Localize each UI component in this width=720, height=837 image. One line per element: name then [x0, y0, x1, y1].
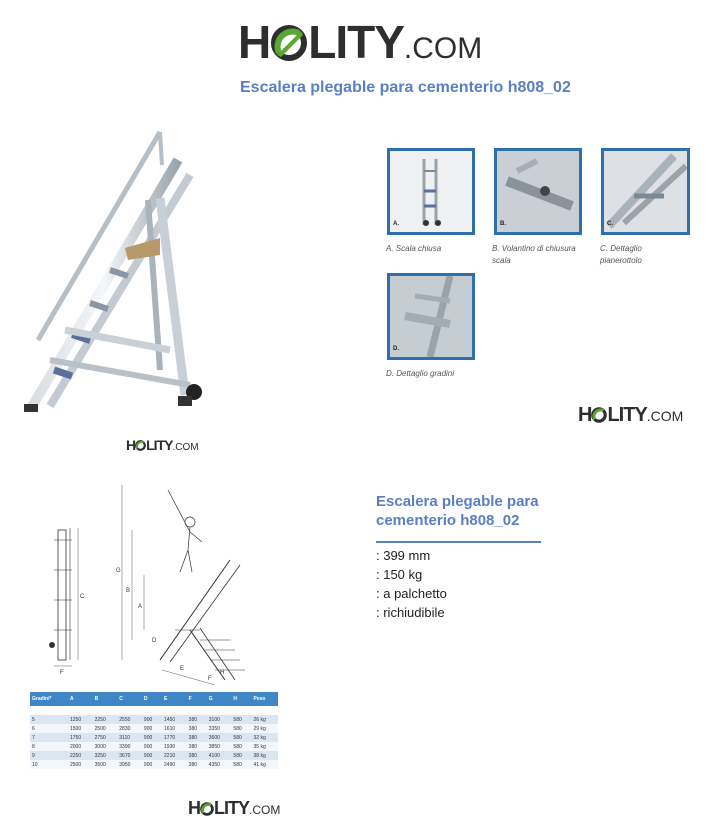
property-type: : a palchetto	[376, 586, 447, 601]
table-cell: 3100	[207, 715, 232, 724]
table-cell: 2500	[68, 760, 93, 769]
table-cell: 380	[187, 715, 207, 724]
table-cell: 380	[187, 733, 207, 742]
table-cell: 3000	[93, 742, 118, 751]
table-row	[30, 760, 278, 769]
thumbnail-a[interactable]	[387, 148, 475, 235]
title-underline	[376, 541, 541, 543]
dim-label-a: A	[138, 604, 143, 610]
property-height: : 399 mm	[376, 548, 431, 563]
table-cell: 580	[231, 751, 251, 760]
table-cell: 900	[142, 751, 162, 760]
table-cell: 3600	[207, 733, 232, 742]
table-cell: 1500	[68, 724, 93, 733]
table-cell: 1450	[162, 715, 187, 724]
logo-o-icon	[591, 406, 607, 422]
header-logo[interactable]	[238, 16, 482, 75]
table-cell: 10	[30, 760, 68, 769]
logo-letters: LITY	[308, 16, 404, 68]
photo-logo: H LITY.COM	[126, 437, 199, 453]
col-header: G	[207, 692, 232, 706]
table-row	[30, 715, 278, 724]
spec-table	[30, 692, 278, 769]
spec-table-wrapper	[30, 692, 278, 769]
table-cell: 3110	[117, 733, 142, 742]
table-cell: 35 kg	[252, 742, 278, 751]
col-header: E	[162, 692, 187, 706]
logo-o-icon	[200, 800, 214, 814]
thumbnail-b[interactable]	[494, 148, 582, 235]
col-header: A	[68, 692, 93, 706]
thumbnail-c-letter: C.	[607, 221, 613, 227]
table-cell: 900	[142, 733, 162, 742]
table-cell: 2250	[68, 751, 93, 760]
table-row	[30, 751, 278, 760]
property-load: : 150 kg	[376, 567, 423, 582]
table-cell: 580	[231, 760, 251, 769]
table-cell: 26 kg	[252, 715, 278, 724]
table-cell: 41 kg	[252, 760, 278, 769]
product-title: Escalera plegable para cementerio h808_02	[376, 493, 539, 529]
col-header: B	[93, 692, 118, 706]
table-cell: 580	[231, 742, 251, 751]
table-cell: 3250	[93, 751, 118, 760]
table-cell: 900	[142, 724, 162, 733]
dim-label-f-left: F	[60, 670, 64, 676]
dim-label-f: F	[208, 676, 212, 682]
thumbnail-d-caption: D. Dettaglio gradini	[386, 369, 455, 378]
table-cell: 3670	[117, 751, 142, 760]
table-cell: 580	[231, 733, 251, 742]
table-cell: 4350	[207, 760, 232, 769]
table-row	[30, 733, 278, 742]
table-cell: 2830	[117, 724, 142, 733]
table-cell: 3350	[207, 724, 232, 733]
technical-drawing	[40, 480, 280, 685]
table-cell: 9	[30, 751, 68, 760]
table-cell: 2550	[117, 715, 142, 724]
col-header: F	[187, 692, 207, 706]
table-cell: 38 kg	[252, 751, 278, 760]
table-cell: 2750	[93, 733, 118, 742]
col-header: Peso	[252, 692, 278, 706]
table-row	[30, 724, 278, 733]
table-cell: 580	[231, 724, 251, 733]
thumbnail-b-caption: B. Volantino di chiusura scala	[492, 244, 576, 265]
table-cell: 29 kg	[252, 724, 278, 733]
table-cell: 380	[187, 751, 207, 760]
thumbnail-c-caption: C. Dettaglio pianerottolo	[600, 244, 642, 265]
table-cell: 900	[142, 715, 162, 724]
thumbnail-b-letter: B.	[500, 221, 506, 227]
table-cell: 8	[30, 742, 68, 751]
spec-table-header	[30, 692, 278, 706]
table-cell: 1770	[162, 733, 187, 742]
logo-o-icon	[271, 19, 307, 55]
thumbnail-d[interactable]	[387, 273, 475, 360]
ladder-photo	[10, 120, 240, 420]
table-cell: 900	[142, 742, 162, 751]
dim-label-d: D	[152, 638, 157, 644]
table-cell: 4100	[207, 751, 232, 760]
table-cell: 1610	[162, 724, 187, 733]
thumbnail-d-letter: D.	[393, 346, 399, 352]
table-cell: 3500	[93, 760, 118, 769]
table-cell: 3850	[207, 742, 232, 751]
property-list	[376, 546, 447, 622]
table-cell: 7	[30, 733, 68, 742]
table-cell: 1750	[68, 733, 93, 742]
table-row	[30, 742, 278, 751]
table-cell: 2250	[93, 715, 118, 724]
dim-label-g: G	[116, 568, 121, 574]
table-cell: 5	[30, 715, 68, 724]
table-cell: 3390	[117, 742, 142, 751]
dim-label-h: H	[220, 670, 225, 676]
col-header: D	[142, 692, 162, 706]
table-cell: 3950	[117, 760, 142, 769]
col-header: H	[231, 692, 251, 706]
table-cell: 2210	[162, 751, 187, 760]
logo-domain: .COM	[403, 32, 483, 65]
logo-letter-h: H	[238, 16, 271, 68]
table-cell: 32 kg	[252, 733, 278, 742]
logo-o-icon	[135, 438, 146, 449]
thumbnail-c[interactable]	[601, 148, 690, 235]
table-cell: 380	[187, 724, 207, 733]
thumbnail-a-letter: A.	[393, 221, 399, 227]
col-header: Gradini*	[30, 692, 68, 706]
dim-label-b: B	[126, 588, 131, 594]
table-cell: 900	[142, 760, 162, 769]
table-cell: 2000	[68, 742, 93, 751]
table-cell: 2490	[162, 760, 187, 769]
thumbnail-a-caption: A. Scala chiusa	[386, 244, 442, 253]
table-cell: 1250	[68, 715, 93, 724]
table-cell: 1930	[162, 742, 187, 751]
property-foldable: : richiudibile	[376, 605, 445, 620]
table-cell: 6	[30, 724, 68, 733]
thumbnails-logo: H LITY.COM	[578, 404, 684, 426]
table-cell: 2500	[93, 724, 118, 733]
page-title: Escalera plegable para cementerio h808_02	[240, 79, 571, 96]
table-cell: 380	[187, 760, 207, 769]
dim-label-e: E	[180, 666, 185, 672]
footer-logo: H LITY.COM	[188, 798, 281, 818]
col-header: C	[117, 692, 142, 706]
table-cell: 380	[187, 742, 207, 751]
dim-label-c-left: C	[80, 594, 85, 600]
table-cell: 580	[231, 715, 251, 724]
